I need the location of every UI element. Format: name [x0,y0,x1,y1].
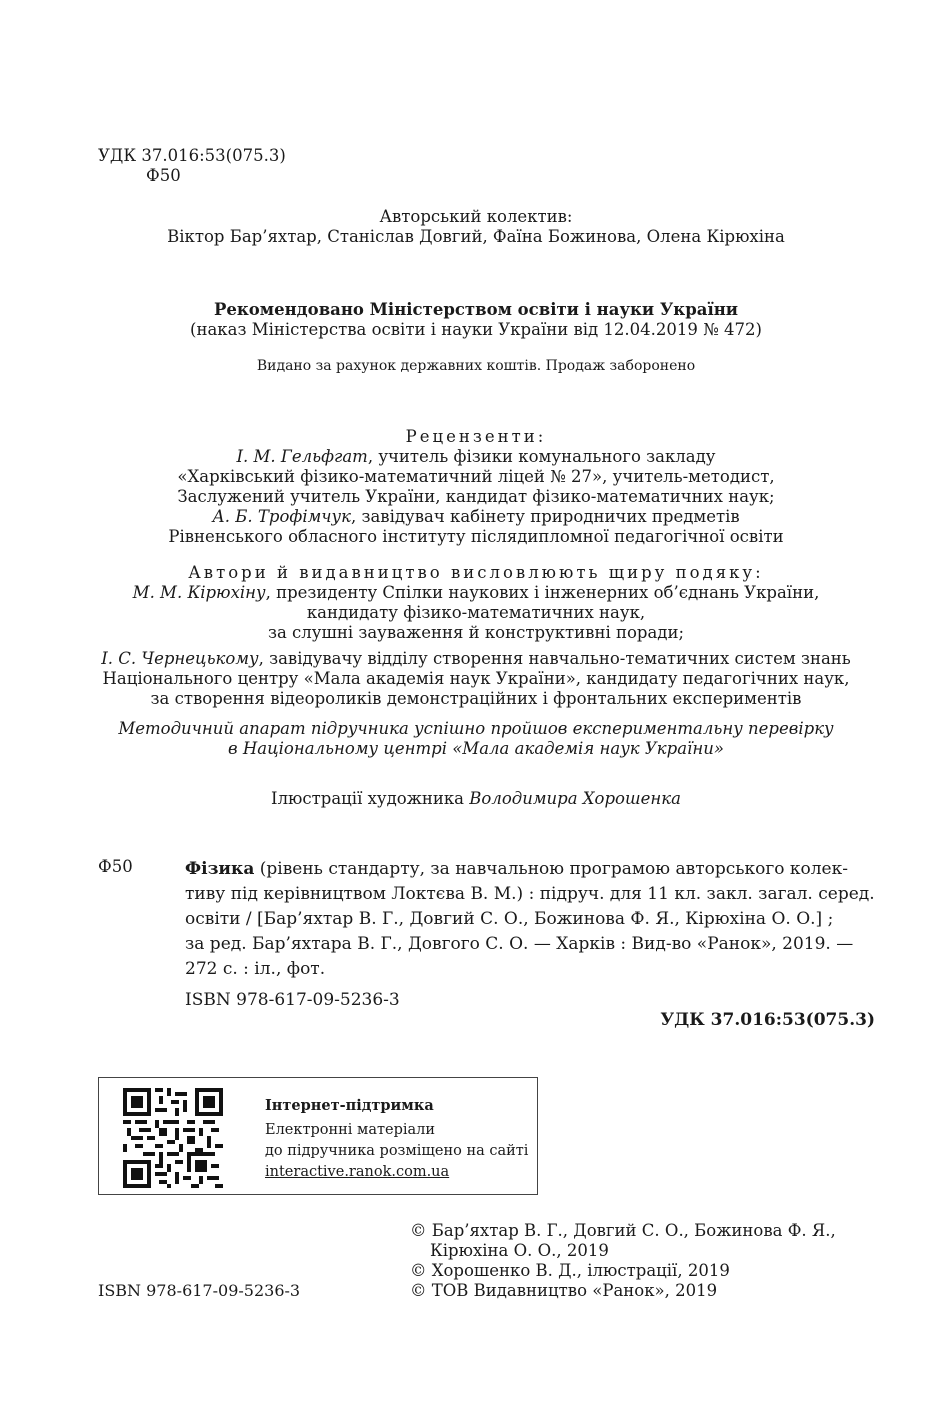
reviewer-1-name: І. М. Гельфгат [236,447,368,466]
biblio-udk: УДК 37.016:53(075.3) [660,1010,875,1030]
reviewer-1-role: , учитель фізики комунального закладу [367,447,716,466]
authors-block [0,207,952,247]
approbation-line2: в Національному центрі «Мала академія наук України» [228,739,724,758]
internet-support-box [98,1077,538,1195]
biblio-line5: 272 с. : іл., фот. [185,959,326,979]
copyright-1-line1: © Бар’яхтар В. Г., Довгий С. О., Божинова Ф. Я., [410,1221,836,1240]
biblio-line3: освіти / [Бар’яхтар В. Г., Довгий С. О., Божинова Ф. Я., Кірюхіна О. О.] ; [185,909,834,929]
thanks-2-line3: за створення відеороликів демонстраційних і фронтальних експериментів [150,689,802,708]
reviewer-1-line3: Заслужений учитель України, кандидат фізико-математичних наук; [177,487,775,506]
biblio-isbn: ISBN 978-617-09-5236-3 [185,990,400,1010]
illustrations-prefix: Ілюстрації художника [271,789,470,808]
approbation-line1: Методичний апарат підручника успішно пройшов експериментальну перевірку [118,719,834,738]
recommendation-title: Рекомендовано Міністерством освіти і науки України [213,300,739,319]
copyrights-block [410,1221,836,1301]
thanks-2-role: , завідувачу відділу створення навчально-тематичних систем знань [258,649,851,668]
udk-block [98,146,286,186]
support-text [265,1095,528,1183]
biblio-desc: (рівень стандарту, за навчальною програмою авторського колек- [254,859,848,879]
qr-code-icon[interactable] [123,1088,223,1188]
published-note: Видано за рахунок державних коштів. Продаж заборонено [256,358,696,374]
thanks-block [0,563,952,709]
thanks-1-name: М. М. Кірюхіну [132,583,266,602]
udk-author-code: Ф50 [146,166,181,185]
reviewer-2-name: А. Б. Трофімчук [212,507,351,526]
reviewer-2-line [0,507,952,527]
biblio-title: Фізика [185,859,255,879]
thanks-1-line2: кандидату фізико-математичних наук, [306,603,646,622]
reviewer-1-line2: «Харківський фізико-математичний ліцей № 27», учитель-методист, [177,467,775,486]
thanks-1-line [0,583,952,603]
illustrations-artist: Володимира Хорошенка [469,789,681,808]
recommendation-order: (наказ Міністерства освіти і науки України від 12.04.2019 № 472) [190,320,762,339]
thanks-2-name: І. С. Чернецькому [101,649,259,668]
isbn-bottom: ISBN 978-617-09-5236-3 [98,1281,301,1300]
thanks-2-line2: Національного центру «Мала академія наук України», кандидату педагогічних наук, [102,669,850,688]
biblio-code: Ф50 [98,857,133,876]
reviewer-1-line [0,447,952,467]
support-line2: до підручника розміщено на сайті [265,1143,529,1159]
recommendation-block [0,300,952,340]
support-title: Інтернет-підтримка [265,1097,434,1114]
illustrations-credit [0,789,952,809]
authors-heading: Авторський колектив: [379,207,573,226]
copyright-2: © Хорошенко В. Д., ілюстрації, 2019 [410,1261,730,1280]
approbation-block [0,719,952,759]
thanks-1-role: , президенту Спілки наукових і інженерних об’єднань України, [265,583,820,602]
udk-code: УДК 37.016:53(075.3) [98,146,286,165]
reviewer-2-line2: Рівненського обласного інституту післядипломної педагогічної освіти [168,527,784,546]
copyright-1-line2: Кірюхіна О. О., 2019 [430,1241,609,1260]
copyright-3: © ТОВ Видавництво «Ранок», 2019 [410,1281,718,1300]
thanks-1-line3: за слушні зауваження й конструктивні поради; [267,623,685,642]
support-line1: Електронні матеріали [265,1122,436,1138]
authors-names: Віктор Бар’яхтар, Станіслав Довгий, Фаїна Божинова, Олена Кірюхіна [167,227,785,246]
support-url-link[interactable]: interactive.ranok.com.ua [265,1164,450,1180]
reviewers-block [0,427,952,547]
reviewer-2-role: , завідувач кабінету природничих предметів [350,507,740,526]
biblio-line2: тиву під керівництвом Локтєва В. М.) : підруч. для 11 кл. закл. загал. серед. [185,884,875,904]
thanks-2-line [0,649,952,669]
biblio-record [185,857,875,982]
biblio-line4: за ред. Бар’яхтара В. Г., Довгого С. О. — Харків : Вид-во «Ранок», 2019. — [185,934,854,954]
biblio-line1 [185,857,875,882]
thanks-heading: Автори й видавництво висловлюють щиру подяку: [188,563,764,582]
reviewers-heading: Рецензенти: [405,427,547,446]
